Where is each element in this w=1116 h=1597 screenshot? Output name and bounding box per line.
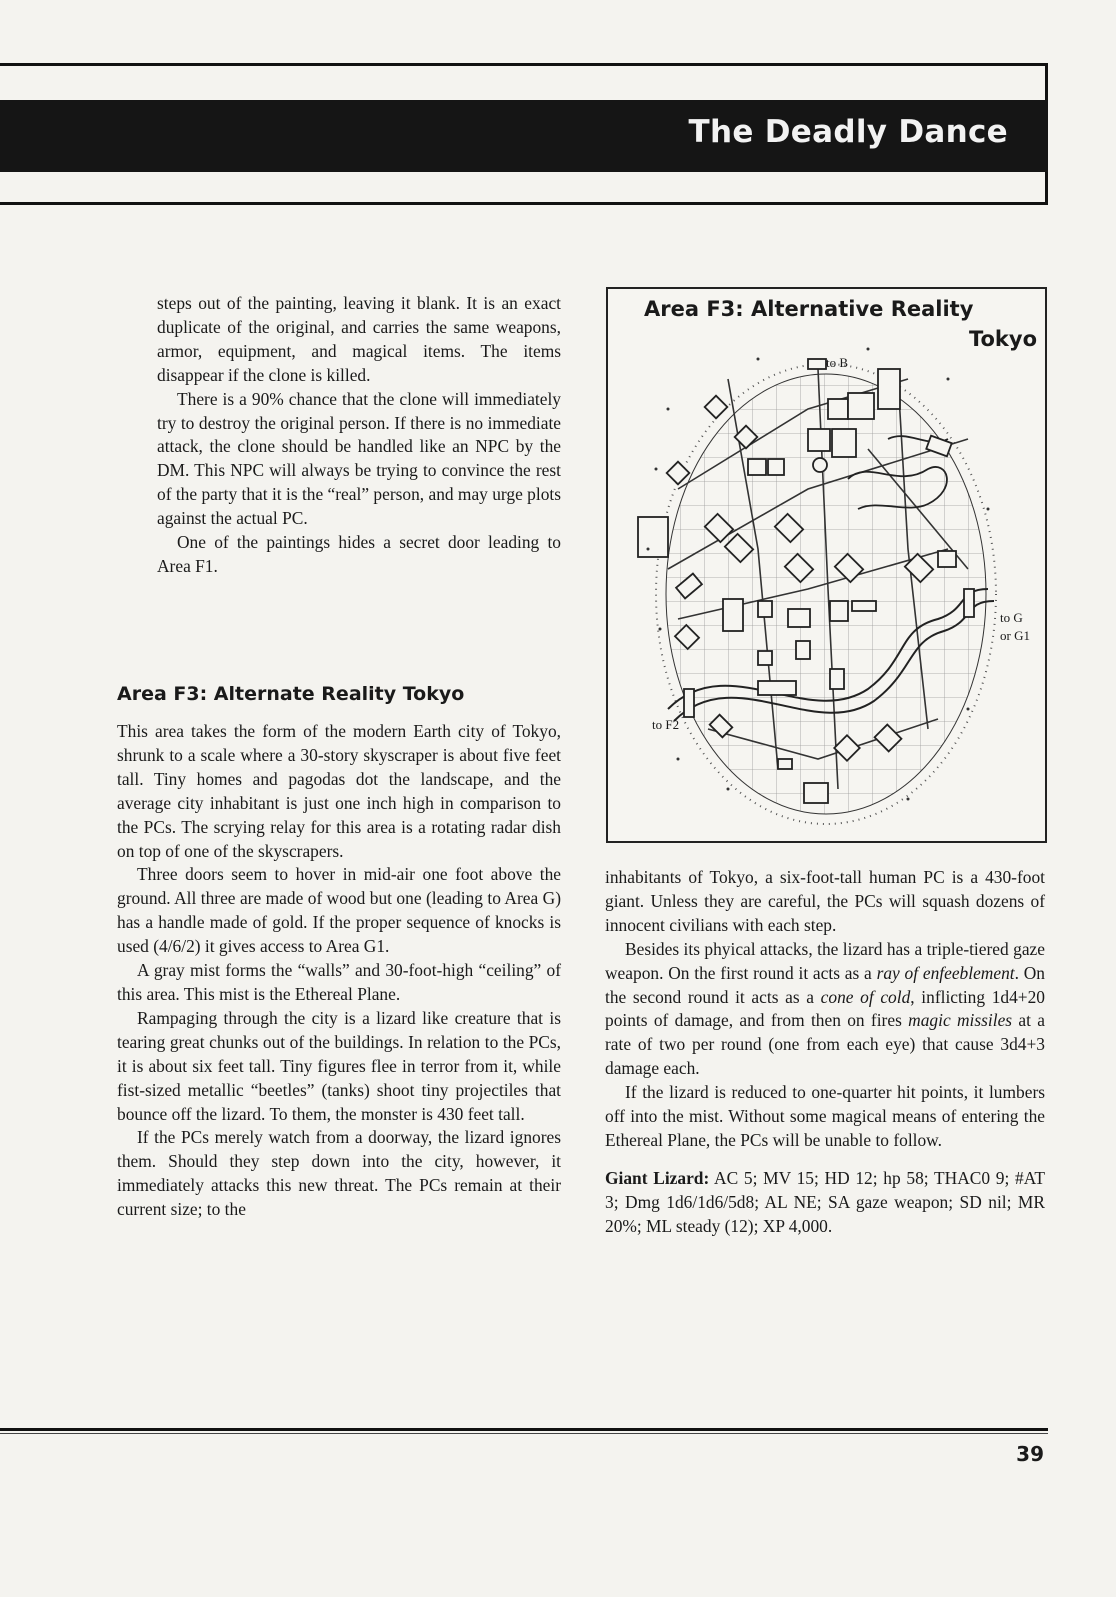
paragraph: There is a 90% chance that the clone will immediately try to destroy the original person. If there is no immediate attack, the clone should be handled like an NPC by the DM. This NPC will always be trying to convince the rest of the party that it is the “real” person, and may urge plots against the actual PC. (157, 388, 561, 529)
map-label-to-g (1000, 609, 1030, 645)
text-run: , inflicting 1d4+20 points of damage, and from then on fires (605, 986, 1045, 1031)
stat-block-label: Giant Lizard: (605, 1167, 710, 1188)
paragraph: Rampaging through the city is a lizard like creature that is tearing great chunks out of the buildings. In relation to the PCs, it is about six feet tall. Tiny figures flee in terror from it, while fist-sized metallic “beetles” (tanks) shoot tiny projectiles that bounce off the lizard. To them, the monster is 430 feet tall. (117, 1007, 561, 1124)
left-column-top (157, 292, 561, 579)
map-title: Area F3: Alternative Reality (644, 297, 974, 321)
left-column-bottom (117, 720, 561, 1222)
map-label-to-g-line2: or G1 (1000, 628, 1030, 643)
map-figure (606, 287, 1047, 843)
paragraph: If the PCs merely watch from a doorway, the lizard ignores them. Should they step down into the city, however, it immediately attacks this new threat. The PCs remain at their current size; to the (117, 1127, 561, 1220)
page-number: 39 (1016, 1442, 1044, 1466)
paragraph: This area takes the form of the modern Earth city of Tokyo, shrunk to a scale where a 30-story skyscraper is about five feet tall. Tiny homes and pagodas dot the landscape, and the average city inhabitant is just one inch high in comparison to the PCs. The scrying relay for this area is a rotating radar dish on top of one of the skyscrapers. (117, 721, 561, 861)
footer-rule (0, 1428, 1048, 1431)
stat-block (605, 1167, 1045, 1239)
paragraph: If the lizard is reduced to one-quarter hit points, it lumbers off into the mist. Without some magical means of entering the Ethereal Plane, the PCs will be unable to follow. (605, 1082, 1045, 1150)
spell-name: magic missiles (908, 1010, 1013, 1031)
text-run: at a rate of two per round (one from each eye) that cause 3d4+3 damage each. (605, 1010, 1045, 1079)
stat-block-text: AC 5; MV 15; HD 12; hp 58; THAC0 9; #AT 3; Dmg 1d6/1d6/5d8; AL NE; SA gaze weapon; SD nil; MR 20%; ML steady (12); XP 4,000. (605, 1167, 1045, 1236)
map-label-to-f2: to F2 (652, 717, 680, 732)
spell-name: ray of enfeeblement (876, 962, 1015, 983)
map-label-to-g-line1: to G (1000, 610, 1023, 625)
map-label-to-b: to B (826, 355, 849, 370)
paragraph: steps out of the painting, leaving it blank. It is an exact duplicate of the original, and carries the same weapons, armor, equipment, and magical items. The items disappear if the clone is killed. (157, 293, 561, 385)
tokyo-map-illustration (608, 289, 1045, 841)
section-heading: Area F3: Alternate Reality Tokyo (117, 683, 465, 705)
header-band (0, 100, 1048, 172)
paragraph: A gray mist forms the “walls” and 30-foot-high “ceiling” of this area. This mist is the Ethereal Plane. (117, 960, 561, 1004)
right-column (605, 866, 1045, 1239)
chapter-title: The Deadly Dance (688, 114, 1008, 150)
text-run: . On the second round it acts as a (605, 962, 1045, 1007)
text-run: Besides its phyical attacks, the lizard has a triple-tiered gaze weapon. On the first round it acts as a (605, 938, 1045, 983)
spell-name: cone of cold (820, 986, 911, 1007)
paragraph: Three doors seem to hover in mid-air one foot above the ground. All three are made of wood but one (leading to Area G) has a handle made of gold. If the proper sequence of knocks is used (4/6/2) it gives access to Area G1. (117, 864, 561, 957)
map-subtitle: Tokyo (968, 327, 1037, 351)
paragraph: One of the paintings hides a secret door leading to Area F1. (157, 532, 561, 576)
paragraph-gaze-weapon (605, 938, 1045, 1081)
paragraph: inhabitants of Tokyo, a six-foot-tall human PC is a 430-foot giant. Unless they are careful, the PCs will squash dozens of innocent civilians with each step. (605, 867, 1045, 935)
footer-rule-thin (0, 1433, 1048, 1434)
